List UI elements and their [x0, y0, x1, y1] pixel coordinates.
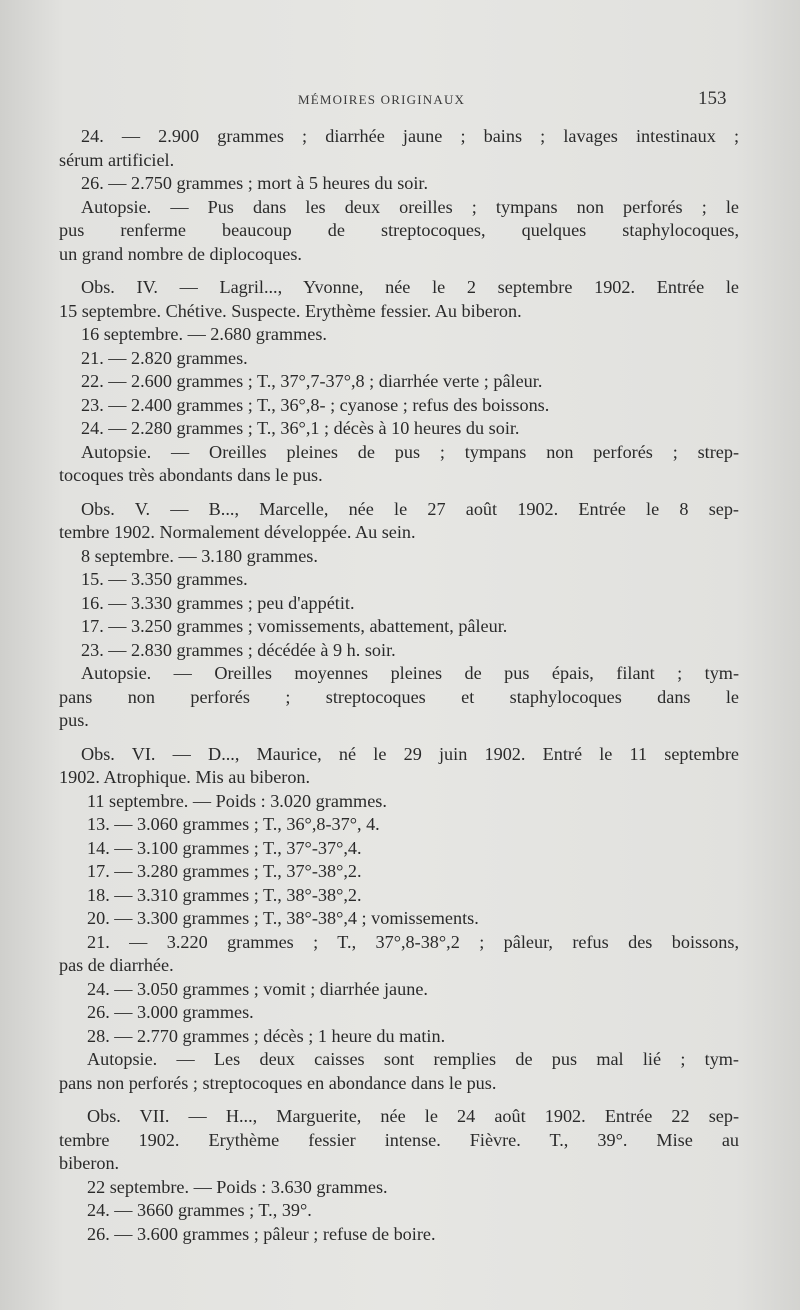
text-line-36: 24. — 3.050 grammes ; vomit ; diarrhée jaune. [87, 978, 428, 999]
text-line-40: pans non perforés ; streptocoques en abondance dans le pus. [59, 1072, 497, 1093]
text-line-19: 15. — 3.350 grammes. [81, 569, 248, 589]
text-line-43: biberon. [59, 1153, 120, 1173]
text-line-8: 15 septembre. Chétive. Suspecte. Erythème fessier. Au biberon. [59, 300, 522, 321]
text-line-27: 1902. Atrophique. Mis au biberon. [59, 767, 311, 787]
text-line-29: 13. — 3.060 grammes ; T., 36°,8-37°, 4. [87, 814, 380, 834]
text-line-4: Autopsie. — Pus dans les deux oreilles ; tympans non perforés ; le [81, 196, 739, 217]
paragraph-gap [59, 488, 739, 498]
text-line-46: 26. — 3.600 grammes ; pâleur ; refuse de boire. [87, 1223, 436, 1244]
text-line-25: pus. [59, 710, 89, 730]
text-line-13: 24. — 2.280 grammes ; T., 36°,1 ; décès à 10 heures du soir. [81, 418, 520, 438]
text-line-37: 26. — 3.000 grammes. [87, 1002, 254, 1022]
text-line-24: pans non perforés ; streptocoques et staphylocoques dans le [59, 686, 739, 707]
text-line-5: pus renferme beaucoup de streptocoques, quelques staphylocoques, [59, 220, 739, 240]
text-line-23: Autopsie. — Oreilles moyennes pleines de pus épais, filant ; tym- [81, 663, 739, 683]
text-line-30: 14. — 3.100 grammes ; T., 37°-37°,4. [87, 837, 362, 858]
text-line-6: un grand nombre de diplocoques. [59, 243, 302, 264]
text-line-44: 22 septembre. — Poids : 3.630 grammes. [87, 1176, 388, 1197]
text-line-26: Obs. VI. — D..., Maurice, né le 29 juin 1902. Entré le 11 septembre [81, 743, 739, 764]
text-line-16: Obs. V. — B..., Marcelle, née le 27 août 1902. Entrée le 8 sep- [81, 498, 739, 519]
text-line-3: 26. — 2.750 grammes ; mort à 5 heures du soir. [81, 173, 429, 193]
text-line-12: 23. — 2.400 grammes ; T., 36°,8- ; cyanose ; refus des boissons. [81, 394, 550, 415]
text-line-22: 23. — 2.830 grammes ; décédée à 9 h. soir. [81, 639, 396, 660]
page-header [0, 90, 800, 114]
text-line-32: 18. — 3.310 grammes ; T., 38°-38°,2. [87, 884, 362, 905]
text-line-41: Obs. VII. — H..., Marguerite, née le 24 août 1902. Entrée 22 sep- [87, 1106, 739, 1126]
text-line-45: 24. — 3660 grammes ; T., 39°. [87, 1200, 312, 1220]
text-line-1: 24. — 2.900 grammes ; diarrhée jaune ; bains ; lavages intestinaux ; [81, 126, 739, 146]
body-text [59, 125, 739, 1246]
text-line-9: 16 septembre. — 2.680 grammes. [81, 324, 327, 344]
text-line-34: 21. — 3.220 grammes ; T., 37°,8-38°,2 ; pâleur, refus des boissons, [87, 931, 739, 952]
text-line-20: 16. — 3.330 grammes ; peu d'appétit. [81, 592, 355, 613]
text-line-42: tembre 1902. Erythème fessier intense. Fièvre. T., 39°. Mise au [59, 1129, 739, 1150]
paragraph-gap [59, 266, 739, 276]
text-line-28: 11 septembre. — Poids : 3.020 grammes. [87, 790, 387, 811]
text-line-2: sérum artificiel. [59, 149, 175, 170]
text-line-39: Autopsie. — Les deux caisses sont remplies de pus mal lié ; tym- [87, 1049, 739, 1069]
paragraph-gap [59, 733, 739, 743]
text-line-31: 17. — 3.280 grammes ; T., 37°-38°,2. [87, 861, 362, 881]
text-line-11: 22. — 2.600 grammes ; T., 37°,7-37°,8 ; diarrhée verte ; pâleur. [81, 371, 543, 391]
text-line-17: tembre 1902. Normalement développée. Au sein. [59, 522, 416, 542]
text-line-18: 8 septembre. — 3.180 grammes. [81, 545, 318, 566]
text-line-10: 21. — 2.820 grammes. [81, 347, 248, 368]
text-line-15: tocoques très abondants dans le pus. [59, 465, 323, 485]
running-title: MÉMOIRES ORIGINAUX [298, 92, 466, 107]
text-line-33: 20. — 3.300 grammes ; T., 38°-38°,4 ; vomissements. [87, 908, 479, 928]
text-line-38: 28. — 2.770 grammes ; décès ; 1 heure du matin. [87, 1025, 446, 1046]
text-line-35: pas de diarrhée. [59, 955, 174, 975]
text-line-7: Obs. IV. — Lagril..., Yvonne, née le 2 septembre 1902. Entrée le [81, 277, 739, 297]
page-number: 153 [698, 88, 727, 109]
text-line-21: 17. — 3.250 grammes ; vomissements, abattement, pâleur. [81, 616, 508, 636]
paragraph-gap [59, 1095, 739, 1105]
text-line-14: Autopsie. — Oreilles pleines de pus ; tympans non perforés ; strep- [81, 441, 739, 462]
